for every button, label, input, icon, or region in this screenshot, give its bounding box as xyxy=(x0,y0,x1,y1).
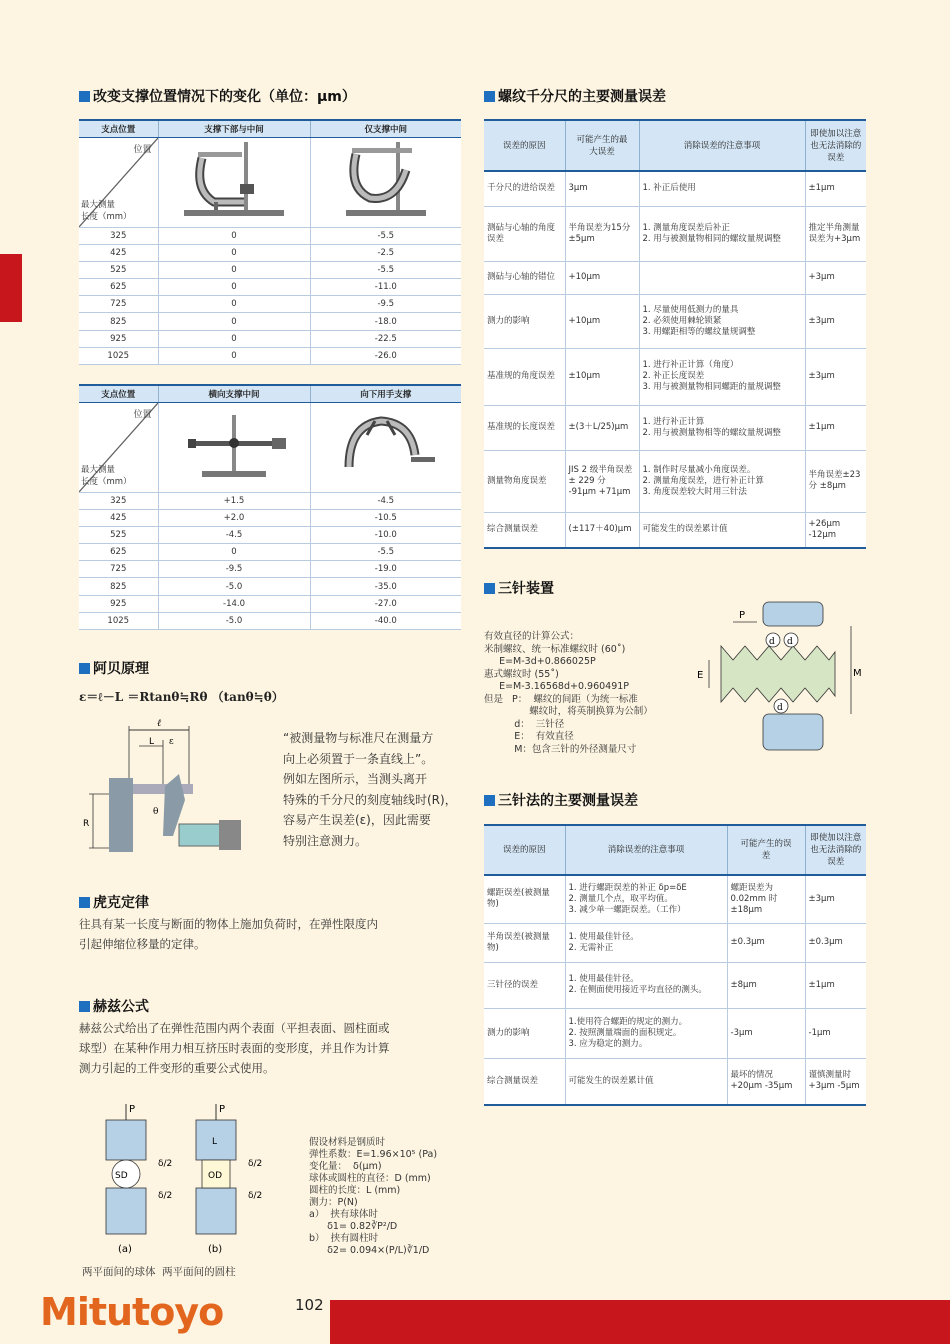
corner-cell: 位置 最大测量 长度（mm） xyxy=(79,138,158,227)
section-title-threeerr: 三针法的主要测量误差 xyxy=(484,790,866,810)
page-number: 102 xyxy=(295,1296,324,1314)
table-row: 1025 -5.0 -40.0 xyxy=(79,612,461,629)
table-row: 半角误差(被测量物) 1. 使用最佳针径。 2. 无需补正 ±0.3μm ±0.3μm xyxy=(484,923,866,962)
table-row: 测砧与心轴的角度误差 半角误差为15分 ±5μm 1. 测量角度误差后补正 2. 用与被测量物相同的螺纹量规调整 推定半角测量误差为+3μm xyxy=(484,206,866,261)
table-row: 925 -14.0 -27.0 xyxy=(79,595,461,612)
section-title-abbe: 阿贝原理 xyxy=(79,658,469,678)
hertz-figure xyxy=(86,1100,296,1260)
micrometer-figure-2 xyxy=(310,137,461,227)
svg-text:δ/2: δ/2 xyxy=(248,1191,263,1201)
svg-text:P: P xyxy=(129,1104,136,1115)
svg-text:P: P xyxy=(739,610,746,621)
table-row: 725 -9.5 -19.0 xyxy=(79,561,461,578)
section-title-threewire: 三针装置 xyxy=(484,578,874,598)
svg-text:E: E xyxy=(697,670,704,681)
hooke-section xyxy=(79,892,463,954)
support-table-a: 支点位置 支撑下部与中间 仅支撑中间 位置 最大测量 长度（mm） 325 0 -5.5 425 0 -2.5 525 0 -5.5 625 0 -11.0 725 0 -9.5 825 0 -18.0 925 0 -22.5 1025 0 -26.0 xyxy=(79,119,461,365)
hertz-text: 赫兹公式给出了在弹性范围内两个表面（平担表面、圆柱面或 球型）在某种作用力相互挤压时表面的变形度，并且作为计算 测力引起的工件变形的重要公式使用。 xyxy=(79,1021,390,1075)
screw-error-table: 误差的原因 可能产生的最大误差 消除误差的注意事项 即使加以注意也无法消除的误差 千分尺的进给误差 3μm 1. 补正后使用 ±1μm 测砧与心轴的角度误差 半角误差为15分 ±5μm 1. 测量角度误差后补正 2. 用与被测量物相同的螺纹量规调整 推定半角测量误差为+3μm 测砧与心轴的错位 +10μm +3μm 测力的影响 +10μm 1. 尽量使用低测力的量具 2. 必须使用棘轮锁紧 3. 用螺距相等的螺纹量规调整 ±3μm 基准规的角度误差 ±10μm 1. 进行补正计算（角度） 2. 补正长度误差 3. 用与被测量物相同螺距的量规调整 ±3μm 基准规的长度误差 ±(3＋L/25)μm 1. 进行补正计算 2. 用与被测量物相等的螺纹量规调整 ±1μm 测量物角度误差 JIS 2 级半角误差± 229 分 -91μm +71μm 1. 制作时尽量减小角度误差。 2. 测量角度误差，进行补正计算 3. 角度误差较大时用三针法 半角误差±23分 ±8μm 综合测量误差 (±117＋40)μm 可能发生的误差累计值 +26μm -12μm xyxy=(484,119,866,549)
table-row: 625 0 -5.5 xyxy=(79,544,461,561)
table-row: 测砧与心轴的错位 +10μm +3μm xyxy=(484,261,866,294)
table-row: 425 0 -2.5 xyxy=(79,244,461,261)
svg-text:(a): (a) xyxy=(118,1244,132,1255)
section-title-hertz: 赫兹公式 xyxy=(79,996,463,1016)
fig-label-L: L xyxy=(149,737,155,747)
svg-text:P: P xyxy=(219,1104,226,1115)
table-row: 基准规的长度误差 ±(3＋L/25)μm 1. 进行补正计算 2. 用与被测量物相等的螺纹量规调整 ±1μm xyxy=(484,405,866,450)
fig-label-theta: θ xyxy=(153,807,159,817)
svg-text:d: d xyxy=(777,703,783,713)
table-row: 三针径的误差 1. 使用最佳针径。 2. 在侧面使用接近平均直径的测头。 ±8μm ±1μm xyxy=(484,962,866,1008)
table-row: 综合测量误差 可能发生的误差累计值 最坏的情况 +20μm -35μm 谨慎测量时 +3μm -5μm xyxy=(484,1058,866,1105)
table-row: 千分尺的进给误差 3μm 1. 补正后使用 ±1μm xyxy=(484,171,866,206)
table-row: 测力的影响 +10μm 1. 尽量使用低测力的量具 2. 必须使用棘轮锁紧 3. 用螺距相等的螺纹量规调整 ±3μm xyxy=(484,294,866,348)
abbe-text: “被测量物与标准尺在测量方 向上必须置于一条直线上”。 例如左图所示，当测头离开 特殊的千分尺的刻度轴线时(R)， 容易产生误差(ε)，因此需要 特别注意测力。 xyxy=(283,731,457,848)
svg-text:δ/2: δ/2 xyxy=(158,1159,173,1169)
table-row: 825 0 -18.0 xyxy=(79,313,461,330)
table-row: 425 +2.0 -10.5 xyxy=(79,509,461,526)
threeerr-section xyxy=(484,790,866,1106)
table-row: 325 0 -5.5 xyxy=(79,227,461,244)
svg-text:OD: OD xyxy=(208,1171,223,1181)
svg-text:d: d xyxy=(769,637,775,647)
hertz-section xyxy=(79,996,463,1078)
footer-bar xyxy=(330,1300,950,1344)
screw-section xyxy=(484,86,866,549)
hertz-caption: 两平面间的球体 两平面间的圆柱 xyxy=(82,1266,236,1278)
mitutoyo-logo: Mitutoyo xyxy=(40,1290,224,1334)
side-tab xyxy=(0,254,22,322)
threewire-figure xyxy=(695,600,865,760)
table-row: 螺距误差(被测量物) 1. 进行螺距误差的补正 δp=δE 2. 测量几个点，取平均值。 3. 减少单一螺距误差。（工作） 螺距误差为 0.02mm 时 ±18μm ±3μm xyxy=(484,875,866,923)
hooke-text: 往具有某一长度与断面的物体上施加负荷时，在弹性限度内 引起伸缩位移量的定律。 xyxy=(79,917,378,951)
table-row: 525 0 -5.5 xyxy=(79,261,461,278)
table-row: 1025 0 -26.0 xyxy=(79,347,461,364)
svg-text:(b): (b) xyxy=(208,1244,223,1255)
threewire-formula: 有效直径的计算公式： 米制螺纹、统一标准螺纹时 (60˚) E=M-3d+0.866025P 惠式螺纹时 (55˚) E=M-3.16568d+0.960491P 但是 P： 螺纹的间距（为统一标准 螺纹时，将英制换算为公制） d： 三针径 E： 有效直径 M：包含三针的外径测量尺寸 xyxy=(484,631,653,755)
abbe-formula: ε＝ℓ－L ＝Rtanθ≒Rθ （tanθ≒θ） xyxy=(79,690,284,704)
micrometer-figure-3 xyxy=(158,402,310,492)
abbe-figure xyxy=(79,716,259,856)
table-row: 325 +1.5 -4.5 xyxy=(79,492,461,509)
threewire-error-table: 误差的原因 消除误差的注意事项 可能产生的误差 即使加以注意也无法消除的误差 螺距误差(被测量物) 1. 进行螺距误差的补正 δp=δE 2. 测量几个点，取平均值。 3. 减少单一螺距误差。（工作） 螺距误差为 0.02mm 时 ±18μm ±3μm 半角误差(被测量物) 1. 使用最佳针径。 2. 无需补正 ±0.3μm ±0.3μm 三针径的误差 1. 使用最佳针径。 2. 在侧面使用接近平均直径的测头。 ±8μm ±1μm 测力的影响 1.使用符合螺距的规定的测力。 2. 按照测量端面的面积规定。 3. 应为稳定的测力。 -3μm -1μm 综合测量误差 可能发生的误差累计值 最坏的情况 +20μm -35μm 谨慎测量时 +3μm -5μm xyxy=(484,824,866,1106)
micrometer-figure-4 xyxy=(310,402,461,492)
fig-label-eps: ε xyxy=(169,737,174,747)
abbe-section xyxy=(79,658,469,848)
table-row: 625 0 -11.0 xyxy=(79,279,461,296)
micrometer-figure-1 xyxy=(158,137,310,227)
svg-text:L: L xyxy=(212,1137,218,1147)
table-row: 测量物角度误差 JIS 2 级半角误差± 229 分 -91μm +71μm 1. 制作时尽量减小角度误差。 2. 测量角度误差，进行补正计算 3. 角度误差较大时用三针法 半角误差±23分 ±8μm xyxy=(484,450,866,512)
table-row: 综合测量误差 (±117＋40)μm 可能发生的误差累计值 +26μm -12μm xyxy=(484,512,866,548)
corner-cell: 位置 最大测量 长度（mm） xyxy=(79,403,158,492)
hertz-notes: 假设材料是钢质时 弹性系数：E=1.96×10⁵ (Pa) 变化量： δ(μm) 球体或圆柱的直径：D (mm) 圆柱的长度：L (mm) 测力：P(N) a） 挟有球体时 δ1= 0.82∛P²/D b） 挟有圆柱时 δ2= 0.094×(P/L)∛1/D xyxy=(309,1137,438,1256)
support-table-b: 支点位置 横向支撑中间 向下用手支撑 位置 最大测量 长度（mm） 325 +1.5 -4.5 425 +2.0 -10.5 525 -4.5 -10.0 625 0 -5.5 725 -9.5 -19.0 825 -5.0 -35.0 925 -14.0 -27.0 1025 -5.0 -40.0 xyxy=(79,384,461,630)
left-column xyxy=(79,86,461,630)
table-row: 基准规的角度误差 ±10μm 1. 进行补正计算（角度） 2. 补正长度误差 3. 用与被测量物相同螺距的量规调整 ±3μm xyxy=(484,348,866,405)
table-row: 925 0 -22.5 xyxy=(79,330,461,347)
svg-text:δ/2: δ/2 xyxy=(248,1159,263,1169)
svg-text:M: M xyxy=(853,668,862,679)
section-title-screw: 螺纹千分尺的主要测量误差 xyxy=(484,86,866,106)
table-row: 725 0 -9.5 xyxy=(79,296,461,313)
table-row: 525 -4.5 -10.0 xyxy=(79,526,461,543)
fig-label-l: ℓ xyxy=(157,718,162,729)
table-row: 825 -5.0 -35.0 xyxy=(79,578,461,595)
section-title-hooke: 虎克定律 xyxy=(79,892,463,912)
svg-text:SD: SD xyxy=(115,1171,128,1181)
fig-label-R: R xyxy=(83,819,90,829)
svg-text:d: d xyxy=(787,637,793,647)
svg-text:δ/2: δ/2 xyxy=(158,1191,173,1201)
section-title-support: 改变支撑位置情况下的变化（单位：μm） xyxy=(79,86,461,106)
table-row: 测力的影响 1.使用符合螺距的规定的测力。 2. 按照测量端面的面积规定。 3. 应为稳定的测力。 -3μm -1μm xyxy=(484,1008,866,1058)
